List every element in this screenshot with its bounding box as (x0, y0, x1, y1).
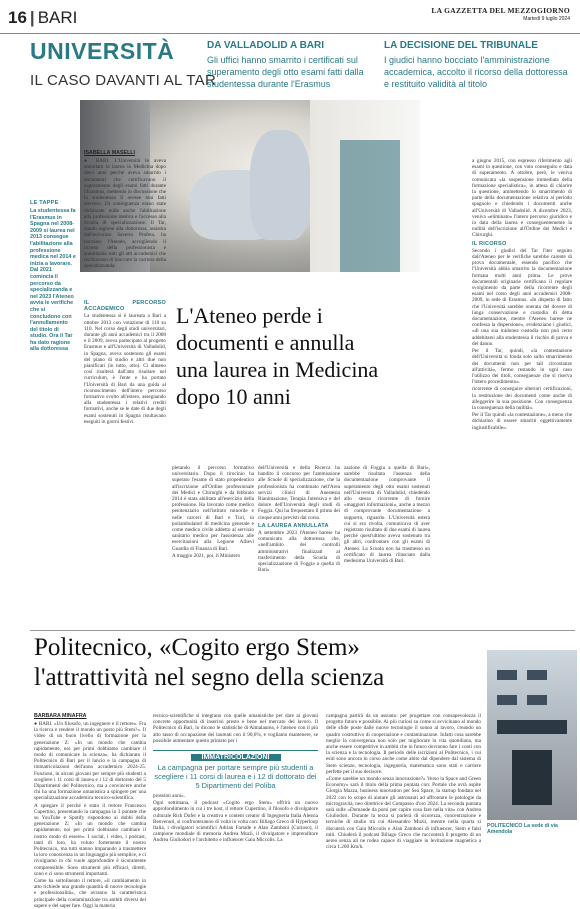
article2-col1-p3: Come ha sottolineato il rettore, «il cambiamento in atto richiede una grande quantità di nuove tecnologie e professionalità», che avranno la caratteristica principale della contaminazione tra ambiti diversi del sapere e del saper fare. Oggi la materia (34, 878, 146, 909)
deck-right-kicker: LA DECISIONE DEL TRIBUNALE (384, 40, 538, 51)
article2-headline (34, 633, 494, 693)
rubric-subtitle: IL CASO DAVANTI AL TAR (30, 72, 217, 89)
photo-window (497, 695, 517, 705)
article1-col4-p1: zazione di Foggia a quella di Bari», sarebbe risultata l'assenza della documentazione comprovante il superamento degli otto esami sostenuti nell'Università di Valladolid, chiedendo allo stesso ricorrente di fornire «maggiori informazioni», anche a mezzo di comprovante documentazione a supporto, riguardo. L'Università estera cui si era rivolta, comunicava di aver registrato risultato di due esami di laurea perché quest'ultimo aveva sostenuto tra gli altri, confrontare con gli esami di Ateneo. La Scuola non ha trasmesso un certificato di laurea rilasciato dalla medesima Università di Bari. (344, 465, 430, 565)
article2-col2-p1: tecnico-scientifiche si integrano con quelle umanistiche per dare ai giovani concrete opportunità di inserirsi presto e bene nel mercato del lavoro. Il Politecnico di Bari, lo dicono le statistiche di Almalaurea, è l'ateneo con il più alto tasso di occupazione dei laureati con il 90,6%, e vogliamo mantenere, se possibile aumentare questo primato per i (153, 713, 318, 744)
article2-col3-p2: «Come sarebbe un mondo senza innovazione?» Verso la Space and Green Economy» sarà il titolo della prima puntata con: Portale che avrà ospite Giorgia Mazza, business innovation per Sea Space, la startup fondata nel 2022 con lo scopo di aiutare gli astronauti ad affrontare le patologie da microgravità, neo direttrice del Compasso d'oro 2024. La seconda puntata sarà sulle «Domande da porsi per capire cosa fare nella vita» con Andrea Giuliodori. Durante la terza si parlerà di sicurezza, concentrazione e tecniche di studio tra cui Alessandro Muzii, mentre nella quarta si discuterà con Gaia Miccolis e Alan Zamboni di influencer, Stem e falsi miti. Chiuderà il podcast Biliago Greco che racconterà il progetto di un aereo senza ali ne rodea capace di viaggiare in levitazione magnetica a circa 1.200 Km/h. (326, 776, 481, 851)
article1-col3 (258, 465, 340, 625)
photo2-caption-kicker: POLITECNICO (487, 823, 523, 829)
article1-col2-p1: pletando il percorso formativo universitario. Dopo il tirocinio ha superato l'esame di stato propedeutico all'iscrizione all'Ordine professionale dei Medici e Chirurghi e da febbraio 2014 è stata abilitata all'esercizio della professione. Ha lavorato come medico penitenziario nell'istituto minorile e nelle carceri di Bari e Turi, in poliambulatori di medicina generale e come medico civile addetto al servizio sanitario medico per l'assistenza alle esercitazioni alla Legione Allievi Guardia di Finanza di Bari. (172, 465, 254, 552)
article1-col3b-p1: A settembre 2023 l'Ateneo barese ha comunicato alla dottoressa che, «nell'ambito dei controlli amministrativi finalizzati al trasferimento della Scuola di specializzazione di Foggia a quella di Bari» (258, 530, 340, 574)
article1-col1b-p1: La studentessa si è laureata a Bari a ottobre 2013 con votazione di 110 su 110. Nel corso degli studi universitari, durante gli anni accademici tra il 2008 e il 2009, aveva partecipato al progetto Erasmus e all'Università di Valladolid, in Spagna, aveva sostenuto gli esami del piano di studio e altri due non pianificati (in tutto, otto). Ci almeno così risulterà dall'atto risultare nel curriculum, è l'ente e ha portato l'Università di Bari da una guida al riconoscimento dell'intero percorso formativo svolto all'estero, assegnando alla studentessa i relativi crediti formativi, anche se le date di due degli esami sostenuti in Spagna risultavano eseguiti in giorni festivi. (84, 313, 166, 425)
rubric-title: UNIVERSITÀ (30, 38, 175, 64)
article2-col2 (153, 713, 318, 749)
article2-box-text: La campagna per portare sempre più studenti a scegliere i 11 corsi di laurea e i 12 di dottorato dei 5 Dipartimenti del Poliba (154, 763, 317, 790)
article1-col2 (172, 465, 254, 625)
article1-col5b-p1: Secondo i giudici del Tar l'iter seguito dall'Ateneo per le verifiche sarebbe carente di prova documentale, essendo pacifico che l'Università abbia smarrito la documentazione formata molti anni prima. Le prove documentali originarie certificano il regolare svolgimento da parte della ricorrente degli esami nel corso degli anni accademici 2008-2009, in sede di Erasmus. «In dispetto di fatto che l'Università sarebbe onerata del dovere di lunga conservazione e custodia di detta documentazione, mentre l'Ateneo barese ne confessa la dispersione», evidenziano i giudici, «di una sua inidonea custodia non può certo addebitarsi alla studentessa il rischio di prova e del danno. (472, 247, 572, 347)
photo-banner (497, 720, 567, 734)
article2-col1-p1: ● BARI. «Un filosofo, un ingegnere e il rettore». Fra la ricerca e rendere il mondo un posto più Stem?». Il video di un buon livello di formazione per la generazione Z: «In un mondo che cambia rapidamente, noi per primi dobbiamo cambiare il modo di comunicare la scienza», ha dichiarato il Politecnico di Bari per il lancio e la campagna di immatricolazioni dell'anno accademico 2024-25. Funzioni, in alcuni giovani per sempre più studenti a scegliere i 11 corsi di laurea e i 12 di dottorato del 5 Dipartimenti del Politecnico, ma a convincere anche chi ha una formazione umanistica a spingere per una specializzazione accademica tecnico-scientifica. (34, 721, 146, 802)
article1-col5b-p4: Per il Tar quindi «la contestazione», a meno che dichiarino di essere smarriti oggettivamente ingiustificabile». (472, 412, 572, 431)
masthead: LA GAZZETTA DEL MEZZOGIORNO (431, 6, 570, 15)
page-number-block: 16 | BARI (8, 8, 78, 27)
article1-col2-p2: A maggio 2021, poi, il Ministero (172, 552, 241, 559)
page-number: 16 (8, 8, 27, 27)
article1-col1b-kicker: IL PERCORSO ACCADEMICO (84, 300, 166, 313)
photo-window (497, 670, 517, 680)
article1-col3-p1: dell'Università e della Ricerca ha bandito il concorso per l'ammissione alle Scuole di specializzazione, che la professionista ha combinato nell'Area servizi clinici di Anestesia Rianimazione, Terapia Intensiva e del dolore dell'Università degli studi di Foggia. Qui ha frequentato il primo dei cinque anni previsti dal corso. (258, 465, 340, 521)
deck-left (207, 40, 377, 90)
article2-col3-p1: campagna partirà da un assunto: per progettare con consapevolezza il progetto futuro e possibile. Ai più curiosi su come si avvicinano al mondo delle sfide poste dalle nuove tecnologie il sonno al lavoro, creando un quadro costruttivo di cooperazione e contaminazione. Infatti cosa sarebbe meglio la convergenza non solo per migliorare la vita quotidiana, ma anche essere competitive in ambiti che in futuro dovranno fare i conti con la scienza e la tecnologia. Il periodo delle iscrizioni al Politecnico, i cui esiti sono ancora in corso anche come abito dal dipendere dal sistema di Stem scienze, tecnologia, ingegneria, matematica sono stati e carriere perfette per il suo decisore. (326, 713, 481, 775)
article1-col5b-p2: Per il Tar, quindi, «la contestazione dell'Università si fonda solo sullo smarrimento dei documenti non per tali circostanze all'attività», fermo restando in ogni caso l'utilizzo dei titoli, conseguenze che si riserva l'intero procedimento». (472, 348, 572, 386)
photo-scrubs (340, 140, 400, 272)
article2-col2b-p1: prossimi anni». (153, 793, 185, 799)
photo2-caption (487, 823, 580, 835)
article2-box-kicker: IMMATRICOLAZIONI (191, 754, 281, 761)
sidebar-text: La studentessa fa l'Erasmus in Spagna nel 2008-2009 si laurea nel 2013 consegue l'abilitazione alla professione medica nel 2014 e inizia a lavorare. Dal 2021 comincia il percorso da specializzanda e nel 2023 l'Ateneo avvia le verifiche che si concludono con l'annullamento del titolo di studio. Ora il Tar ha dato ragione alla dottoressa (30, 208, 76, 353)
photo-window (527, 695, 547, 705)
article1-byline: ISABELLA MASELLI (84, 150, 136, 156)
section-label: BARI (37, 8, 78, 27)
article2-col1-p2: A spiegare il perché è stato il rettore Francesco Cupertino, presentando la campagna in 3 puntate che su YouTube e Spotify rispondono ai dubbi della generazione Z: «In un mondo che cambia rapidamente, noi per primi dobbiamo cambiare il nostro modo di essere». I social, i video, i podcast, tanti di loro, ha voluto fortemente il nostro Politecnico, ma tutti stanno imparando a trasmettere la loro conoscenza in un linguaggio più semplice, e ci rivolgiamo in chi vuole approfondire è sicuramente comprensibile. Sono strumenti più efficaci, diretti, sono e ci sono strumenti importanti. (34, 802, 146, 877)
article2-headline-line1: Politecnico, «Cogito ergo Stem» (34, 634, 360, 661)
article1-col1b (84, 300, 166, 625)
article-divider (30, 630, 575, 631)
article1-col3b-kicker: LA LAUREA ANNULLATA (258, 522, 329, 529)
sidebar-kicker: LE TAPPE (30, 200, 59, 206)
article2-col1 (34, 721, 146, 909)
page-header (0, 0, 580, 34)
article1-col5-p1: a giugno 2015, con espresso riferimento agli esami in questione, con voto conseguito e data di superamento. A ottobre, però, le veniva comunicata «la sospensione immediata della formazione specialistica», in attesa di chiarire la questione, ammettendo lo smarrimento di parte della documentazione relativa al periodo spagnolo e chiedendo i documenti anche all'Università di Valladolid. A dicembre 2023, veniva «eliminato» l'intero percorso giuridico e in data della laurea e conseguentemente la nullità dell'iscrizione all'Ordine dei Medici e Chirurghi. (472, 158, 572, 239)
deck-right-text: I giudici hanno bocciato l'amministrazione accademica, accolto il ricorso della dottoressa e restituito validità al titolo (384, 55, 568, 89)
article1-col1 (84, 158, 166, 298)
article2-col2b (153, 793, 318, 844)
article1-col1-p1: ● BARI. L'Università le aveva annullato la laurea in Medicina dopo dieci anni perché aveva smarrito i documenti che certificavano il superamento degli esami fatti durante l'Erasmus, mettendo in discussione che la studentessa li avesse mai fatti davvero. Di conseguenza erano state dichiarate nulle anche l'abilitazione alla professione medica e l'accesso alla Scuola di specializzazione. Il Tar, dando ragione alla dottoressa, assistita dall'avvocato Saverio Profeta, ha bocciato l'Ateneo, accogliendo il ricorso della professionista e annullando tutti gli atti accademici che rischiavano di bloccare la carriera della specializzanda. (84, 158, 166, 270)
article1-headline: L'Ateneo perde i documenti e annulla una laurea in Medicina dopo 10 anni (176, 303, 379, 409)
photo2-caption-text: La sede di via Amendola (487, 823, 558, 835)
article2-headline-line2: l'attrattività nel segno della scienza (34, 664, 385, 691)
article2-col2b-p2: Ogni settimana, il podcast «Cogito ergo Stem» offrirà un nuovo approfondimento in cui i tre host, il rettore Cupertino, il filosofo e divulgatore culturale Rick Dufer e la creativa e content creator di Ingegneria Italia Alessia Benvenuti, si confronteranno di volta in volta con: Biliago Greco di Hyperloop Italia, i divulgatori scientifici Adrian Fartade e Alan Zamboni (Curioso), il campione mondiale di memoria Andrea Muzii, il divulgatore e imprenditore Andrea Giuliodori e l'architetto e influencer Gaia Miccolis. La (153, 800, 318, 844)
deck-right (384, 40, 574, 90)
politecnico-photo (487, 650, 577, 820)
article1-col4 (344, 465, 430, 625)
deck-left-text: Gli uffici hanno smarrito i certificati sul superamento degli otto esami fatti dalla studentessa durante l'Erasmus (207, 55, 364, 89)
photo-entrance (512, 750, 552, 805)
deck-left-kicker: DA VALLADOLID A BARI (207, 40, 325, 51)
article1-col5 (472, 158, 572, 628)
article1-col5b-kicker: IL RICORSO (472, 240, 507, 247)
photo-window (527, 670, 547, 680)
article2-box (153, 750, 318, 790)
sidebar-tappe (30, 200, 76, 353)
article2-byline: BARBARA MINAFRA (34, 713, 87, 719)
photo-glove (250, 130, 310, 240)
article1-col5b-p3: ricorrente di conseguire ulteriori certificazioni, la restituzione dei documenti come anche di alleggerire la sua posizione. Con conseguenza la conseguenza della nullità». (472, 386, 572, 411)
article2-col3 (326, 713, 481, 851)
issue-date: Martedì 9 luglio 2024 (523, 16, 570, 22)
